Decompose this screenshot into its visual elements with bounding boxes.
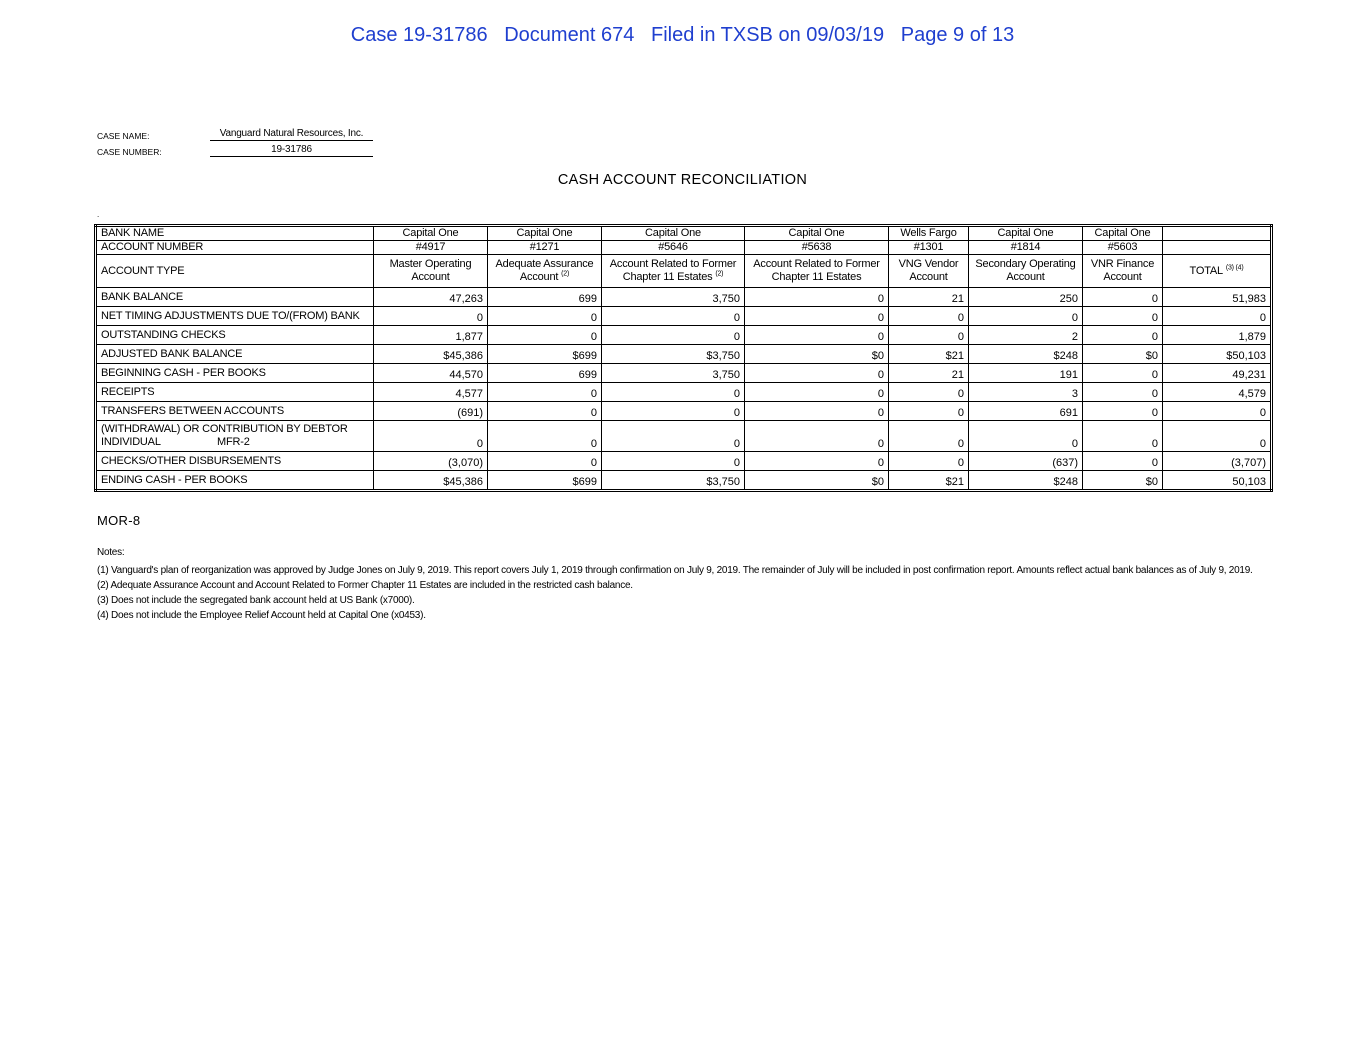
- total-value-cell: 50,103: [1163, 471, 1272, 491]
- value-cell: (637): [969, 452, 1083, 471]
- bank-name-cell: Capital One: [602, 226, 745, 241]
- value-cell: 0: [602, 307, 745, 326]
- case-info: [97, 125, 373, 157]
- value-cell: 0: [889, 452, 969, 471]
- form-id-label: MOR-8: [97, 513, 141, 528]
- account-type-cell: [488, 255, 602, 288]
- value-cell: 0: [745, 326, 889, 345]
- row-label: ENDING CASH - PER BOOKS: [96, 471, 374, 491]
- account-type-cell: [889, 255, 969, 288]
- bank-name-cell: Capital One: [374, 226, 488, 241]
- value-cell: 0: [889, 326, 969, 345]
- row-label: NET TIMING ADJUSTMENTS DUE TO/(FROM) BANK: [96, 307, 374, 326]
- value-cell: 250: [969, 288, 1083, 307]
- value-cell: 3: [969, 383, 1083, 402]
- row-label: BANK BALANCE: [96, 288, 374, 307]
- total-value-cell: 1,879: [1163, 326, 1272, 345]
- cash-reconciliation-table: [94, 224, 1273, 492]
- value-cell: 0: [488, 421, 602, 452]
- value-cell: (3,070): [374, 452, 488, 471]
- stray-dot: .: [97, 210, 100, 219]
- value-cell: $248: [969, 471, 1083, 491]
- case-number-value: 19-31786: [210, 144, 373, 157]
- value-cell: $699: [488, 471, 602, 491]
- value-cell: 0: [745, 383, 889, 402]
- filing-header-stamp: Case 19-31786 Document 674 Filed in TXSB on 09/03/19 Page 9 of 13: [350, 24, 1015, 46]
- table-row: [96, 307, 1272, 326]
- account-type-line1: Secondary Operating: [975, 258, 1076, 270]
- row-label: BEGINNING CASH - PER BOOKS: [96, 364, 374, 383]
- value-cell: 0: [1083, 452, 1163, 471]
- bank-name-row: [96, 226, 1272, 241]
- value-cell: 0: [602, 326, 745, 345]
- footnote-ref: (3) (4): [1225, 263, 1244, 271]
- total-empty-cell: [1163, 241, 1272, 255]
- value-cell: $3,750: [602, 471, 745, 491]
- account-type-line2: Account: [519, 271, 559, 283]
- bank-name-cell: Capital One: [488, 226, 602, 241]
- total-value-cell: 4,579: [1163, 383, 1272, 402]
- notes-title: Notes:: [97, 547, 125, 558]
- value-cell: $0: [1083, 345, 1163, 364]
- value-cell: 0: [1083, 326, 1163, 345]
- total-value-cell: 0: [1163, 402, 1272, 421]
- total-label: TOTAL: [1189, 264, 1223, 277]
- table-row: [96, 471, 1272, 491]
- value-cell: 0: [745, 307, 889, 326]
- case-number-row: [97, 141, 373, 157]
- bank-name-cell: Capital One: [969, 226, 1083, 241]
- account-type-line1: VNG Vendor: [898, 258, 959, 270]
- total-value-cell: $50,103: [1163, 345, 1272, 364]
- value-cell: 0: [488, 383, 602, 402]
- table-row: [96, 452, 1272, 471]
- value-cell: 0: [969, 307, 1083, 326]
- total-value-cell: 49,231: [1163, 364, 1272, 383]
- value-cell: $0: [1083, 471, 1163, 491]
- account-number-cell: #1301: [889, 241, 969, 255]
- account-type-line2: Account: [411, 271, 450, 283]
- value-cell: 4,577: [374, 383, 488, 402]
- total-header-cell: [1163, 255, 1272, 288]
- account-number-cell: #5603: [1083, 241, 1163, 255]
- value-cell: $3,750: [602, 345, 745, 364]
- row-label: TRANSFERS BETWEEN ACCOUNTS: [96, 402, 374, 421]
- footnote-ref: (2): [715, 270, 724, 278]
- value-cell: 699: [488, 288, 602, 307]
- value-cell: 0: [745, 452, 889, 471]
- value-cell: 0: [488, 452, 602, 471]
- bank-name-cell: Capital One: [745, 226, 889, 241]
- total-value-cell: 0: [1163, 421, 1272, 452]
- value-cell: 191: [969, 364, 1083, 383]
- note-item: (3) Does not include the segregated bank account held at US Bank (x7000).: [97, 595, 415, 606]
- row-label: CHECKS/OTHER DISBURSEMENTS: [96, 452, 374, 471]
- total-value-cell: 51,983: [1163, 288, 1272, 307]
- value-cell: $45,386: [374, 345, 488, 364]
- account-type-line2: Account: [1103, 271, 1142, 283]
- case-number-label: CASE NUMBER:: [97, 147, 162, 157]
- note-item: (1) Vanguard's plan of reorganization was approved by Judge Jones on July 9, 2019. This report covers July 1, 2019 through confirmation on July 9, 2019. The remainder of July will be included in post confirmation report. Amounts reflect actual bank balances as of July 9, 2019.: [97, 565, 1253, 576]
- value-cell: 1,877: [374, 326, 488, 345]
- table-row: [96, 288, 1272, 307]
- table-row: [96, 345, 1272, 364]
- case-name-row: [97, 125, 373, 141]
- value-cell: 0: [889, 421, 969, 452]
- value-cell: 47,263: [374, 288, 488, 307]
- value-cell: $21: [889, 471, 969, 491]
- account-number-cell: #5646: [602, 241, 745, 255]
- value-cell: 0: [1083, 383, 1163, 402]
- account-type-line2: Account: [1006, 271, 1045, 283]
- value-cell: 0: [488, 307, 602, 326]
- value-cell: 0: [889, 307, 969, 326]
- value-cell: 0: [745, 421, 889, 452]
- table-row: [96, 364, 1272, 383]
- value-cell: 0: [745, 288, 889, 307]
- account-type-line1: VNR Finance: [1090, 258, 1155, 270]
- value-cell: 0: [1083, 421, 1163, 452]
- total-empty-cell: [1163, 226, 1272, 241]
- value-cell: $0: [745, 471, 889, 491]
- note-item: (2) Adequate Assurance Account and Account Related to Former Chapter 11 Estates are included in the restricted cash balance.: [97, 580, 633, 591]
- value-cell: 0: [1083, 402, 1163, 421]
- account-number-cell: #4917: [374, 241, 488, 255]
- value-cell: 0: [488, 326, 602, 345]
- row-label: OUTSTANDING CHECKS: [96, 326, 374, 345]
- account-type-line2: Chapter 11 Estates: [622, 271, 713, 283]
- table-row: [96, 402, 1272, 421]
- value-cell: 0: [374, 307, 488, 326]
- value-cell: 2: [969, 326, 1083, 345]
- value-cell: 21: [889, 288, 969, 307]
- value-cell: 0: [602, 402, 745, 421]
- note-item: (4) Does not include the Employee Relief Account held at Capital One (x0453).: [97, 610, 426, 621]
- total-value-cell: (3,707): [1163, 452, 1272, 471]
- table-row: [96, 421, 1272, 452]
- row-label: ACCOUNT NUMBER: [96, 241, 374, 255]
- account-type-line2: Account: [909, 271, 948, 283]
- value-cell: 44,570: [374, 364, 488, 383]
- value-cell: 3,750: [602, 364, 745, 383]
- value-cell: 0: [969, 421, 1083, 452]
- account-type-cell: [745, 255, 889, 288]
- value-cell: $248: [969, 345, 1083, 364]
- value-cell: 0: [745, 402, 889, 421]
- notes-section: [97, 545, 1257, 623]
- value-cell: 0: [1083, 364, 1163, 383]
- account-type-row: [96, 255, 1272, 288]
- account-number-cell: #1814: [969, 241, 1083, 255]
- account-number-cell: #1271: [488, 241, 602, 255]
- report-title: CASH ACCOUNT RECONCILIATION: [557, 172, 808, 188]
- value-cell: 0: [602, 421, 745, 452]
- account-type-cell: [1083, 255, 1163, 288]
- case-name-value: Vanguard Natural Resources, Inc.: [210, 128, 373, 141]
- value-cell: 0: [889, 402, 969, 421]
- value-cell: 0: [889, 383, 969, 402]
- account-type-line2: Chapter 11 Estates: [771, 271, 862, 283]
- account-type-cell: [602, 255, 745, 288]
- value-cell: 0: [602, 452, 745, 471]
- account-type-cell: [374, 255, 488, 288]
- row-label: RECEIPTS: [96, 383, 374, 402]
- case-name-label: CASE NAME:: [97, 131, 150, 141]
- row-label: BANK NAME: [96, 226, 374, 241]
- value-cell: 0: [374, 421, 488, 452]
- value-cell: 0: [1083, 307, 1163, 326]
- value-cell: 691: [969, 402, 1083, 421]
- bank-name-cell: Capital One: [1083, 226, 1163, 241]
- row-label: ADJUSTED BANK BALANCE: [96, 345, 374, 364]
- row-label: [96, 421, 374, 452]
- value-cell: 21: [889, 364, 969, 383]
- account-number-row: [96, 241, 1272, 255]
- total-value-cell: 0: [1163, 307, 1272, 326]
- account-type-line1: Master Operating: [389, 258, 472, 270]
- value-cell: 0: [488, 402, 602, 421]
- bank-name-cell: Wells Fargo: [889, 226, 969, 241]
- row-label-ref: MFR-2: [217, 436, 250, 448]
- value-cell: $21: [889, 345, 969, 364]
- account-number-cell: #5638: [745, 241, 889, 255]
- table-row: [96, 326, 1272, 345]
- value-cell: $699: [488, 345, 602, 364]
- value-cell: (691): [374, 402, 488, 421]
- footnote-ref: (2): [561, 270, 570, 278]
- value-cell: 0: [602, 383, 745, 402]
- account-type-line1: Adequate Assurance: [495, 258, 594, 270]
- account-type-line1: Account Related to Former: [609, 258, 737, 270]
- row-label: ACCOUNT TYPE: [96, 255, 374, 288]
- row-label-line2: INDIVIDUAL: [101, 436, 161, 448]
- account-type-cell: [969, 255, 1083, 288]
- account-type-line1: Account Related to Former: [753, 258, 880, 270]
- value-cell: 3,750: [602, 288, 745, 307]
- row-label-line1: (WITHDRAWAL) OR CONTRIBUTION BY DEBTOR: [101, 423, 348, 435]
- value-cell: 0: [745, 364, 889, 383]
- value-cell: 699: [488, 364, 602, 383]
- value-cell: $45,386: [374, 471, 488, 491]
- value-cell: 0: [1083, 288, 1163, 307]
- table-row: [96, 383, 1272, 402]
- value-cell: $0: [745, 345, 889, 364]
